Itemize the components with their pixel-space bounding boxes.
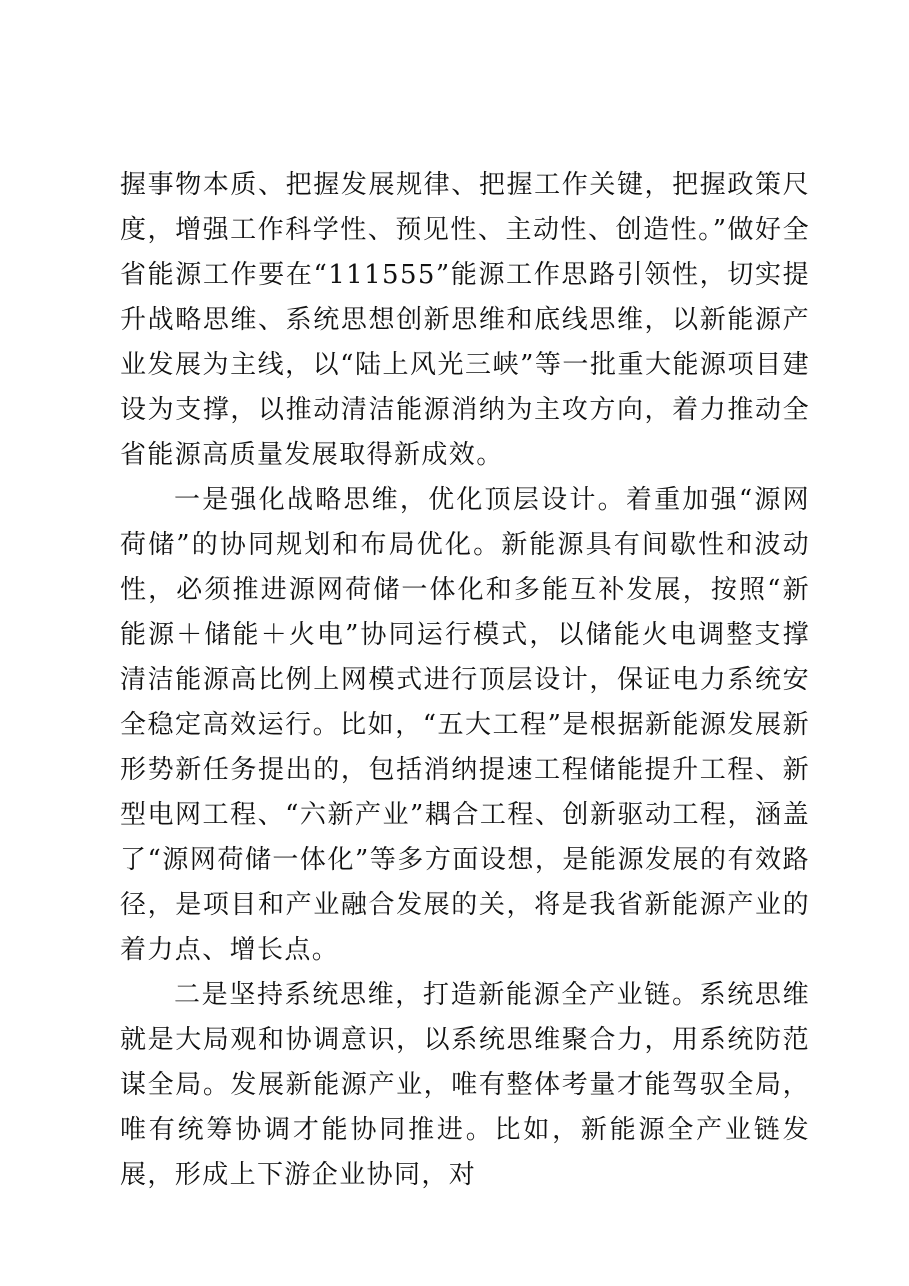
document-body bbox=[120, 163, 810, 1198]
paragraph-system-thinking: 二是坚持系统思维，打造新能源全产业链。系统思维就是大局观和协调意识，以系统思维聚合力，用系统防范谋全局。发展新能源产业，唯有整体考量才能驾驭全局，唯有统筹协调才能协同推进。比如，新能源全产业链发展，形成上下游企业协同，对 bbox=[120, 980, 810, 1190]
paragraph-intro: 握事物本质、把握发展规律、把握工作关键，把握政策尺度，增强工作科学性、预见性、主动性、创造性。”做好全省能源工作要在“111555”能源工作思路引领性，切实提升战略思维、系统思想创新思维和底线思维，以新能源产业发展为主线，以“陆上风光三峡”等一批重大能源项目建设为支撑，以推动清洁能源消纳为主攻方向，着力推动全省能源高质量发展取得新成效。 bbox=[120, 170, 810, 470]
paragraph-strategic-thinking: 一是强化战略思维，优化顶层设计。着重加强“源网荷储”的协同规划和布局优化。新能源具有间歇性和波动性，必须推进源网荷储一体化和多能互补发展，按照“新能源＋储能＋火电”协同运行模式，以储能火电调整支撑清洁能源高比例上网模式进行顶层设计，保证电力系统安全稳定高效运行。比如，“五大工程”是根据新能源发展新形势新任务提出的，包括消纳提速工程储能提升工程、新型电网工程、“六新产业”耦合工程、创新驱动工程，涵盖了“源网荷储一体化”等多方面设想，是能源发展的有效路径，是项目和产业融合发展的关，将是我省新能源产业的着力点、增长点。 bbox=[120, 485, 810, 965]
